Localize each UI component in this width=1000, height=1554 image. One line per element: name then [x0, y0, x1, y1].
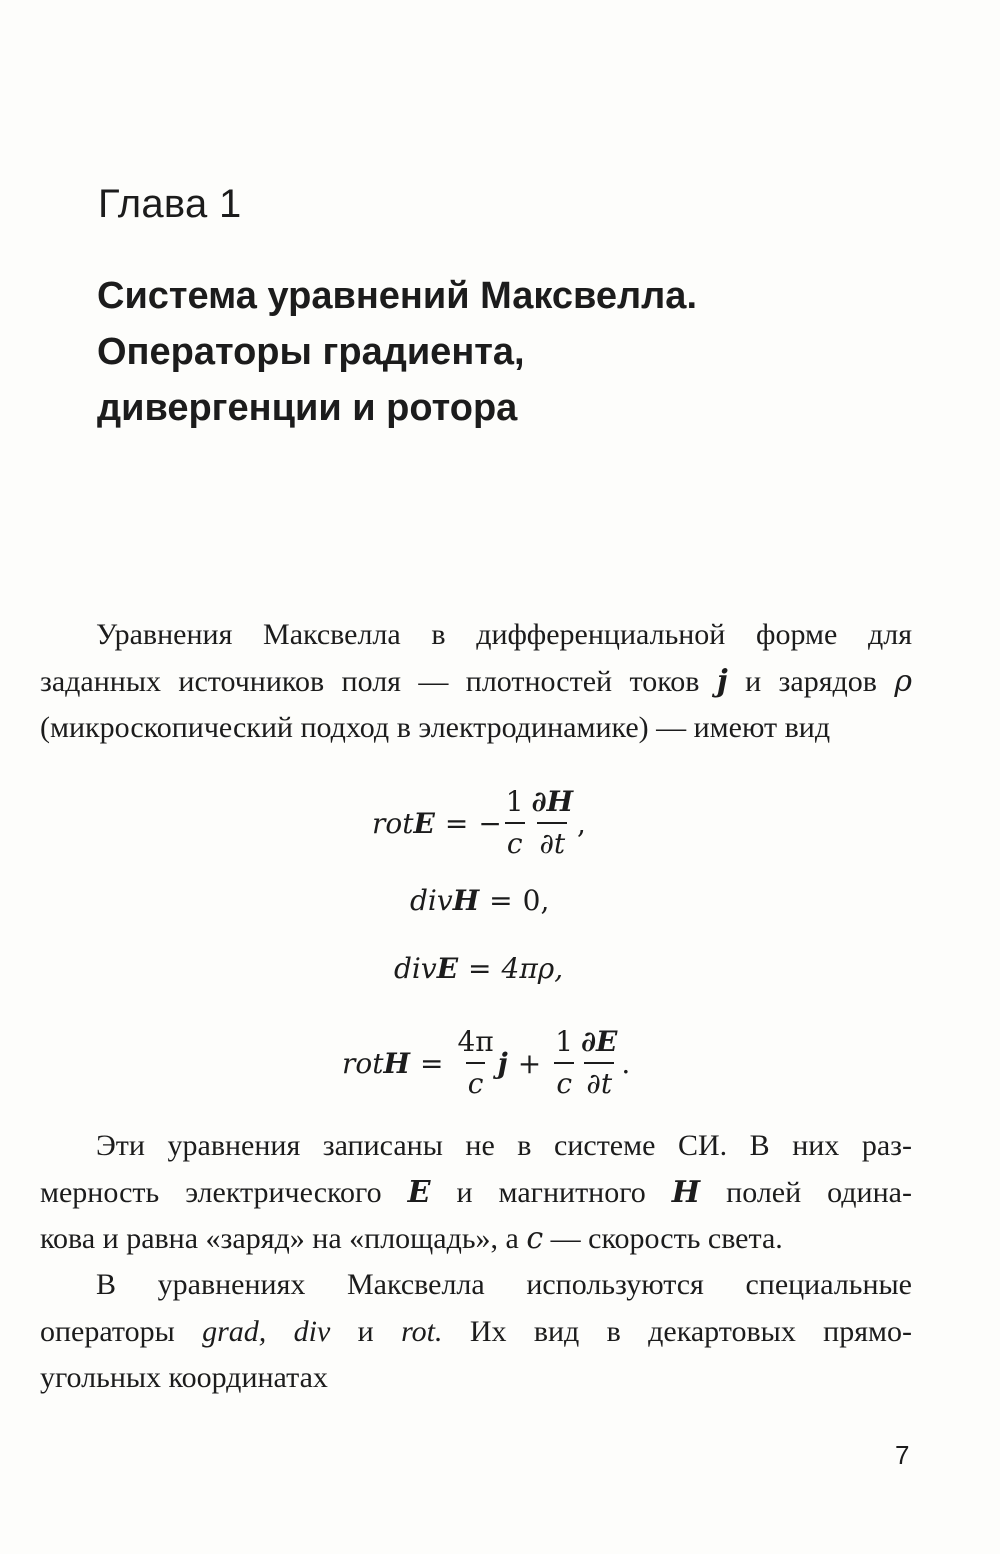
- paragraph-line: Уравнения Максвелла в дифференциальной форме для: [96, 618, 912, 651]
- electric-field-symbol: E: [407, 1175, 431, 1210]
- fraction-numerator: ∂E: [581, 1025, 618, 1058]
- fraction-numerator: 1: [505, 785, 524, 818]
- chapter-label: Глава 1: [98, 182, 242, 226]
- paragraph-line: [40, 1170, 912, 1216]
- paragraph-line: [40, 659, 912, 705]
- equation-rot-h: [342, 1022, 630, 1104]
- punctuation: ,: [577, 806, 586, 840]
- operator-div: div: [293, 1315, 331, 1348]
- text-span: и зарядов: [727, 665, 895, 698]
- equals-sign: =: [444, 806, 469, 840]
- page-number: 7: [895, 1440, 910, 1470]
- charge-density-symbol: ρ: [894, 664, 912, 699]
- paragraph-line: [40, 1309, 912, 1355]
- equation-div-h: [410, 884, 549, 917]
- text-span: Их вид в декартовых прямо-: [442, 1315, 912, 1348]
- equals-sign: =: [419, 1046, 444, 1080]
- chapter-title-line: Операторы градиента,: [97, 331, 525, 373]
- operator-rot: rot.: [401, 1315, 443, 1348]
- fraction: [530, 782, 575, 864]
- text-span: операторы: [40, 1315, 203, 1348]
- operator-grad: grad,: [202, 1315, 267, 1348]
- speed-of-light-symbol: c: [526, 1221, 544, 1256]
- fraction: [579, 1022, 619, 1104]
- text-span: кова и равна «заряд» на «площадь», а: [40, 1222, 527, 1255]
- magnetic-field-symbol: H: [671, 1175, 701, 1210]
- text-span: и: [330, 1315, 402, 1348]
- equation-rhs: 4πρ,: [501, 952, 564, 985]
- text-span: полей одина-: [700, 1176, 912, 1209]
- equals-sign: =: [468, 952, 492, 985]
- minus-sign: −: [478, 806, 502, 840]
- fraction-denominator: c: [505, 822, 525, 864]
- paragraph-line: В уравнениях Максвелла используются специальные: [96, 1268, 912, 1301]
- fraction-numerator: ∂H: [531, 785, 574, 818]
- paragraph-line: (микроскопический подход в электродинамике) — имеют вид: [40, 711, 831, 744]
- operator-text: rot: [342, 1046, 384, 1080]
- variable-text: H: [452, 884, 480, 917]
- chapter-title: [97, 268, 917, 436]
- paragraph-line: [40, 1216, 912, 1262]
- variable-text: E: [413, 806, 435, 840]
- fraction: [553, 1022, 575, 1104]
- equals-sign: =: [489, 884, 513, 917]
- text-span: заданных источников поля — плотностей токов: [40, 665, 717, 698]
- punctuation: .: [621, 1046, 631, 1080]
- equation-div-e: [394, 952, 563, 985]
- paragraph-line: Эти уравнения записаны не в системе СИ. В них раз-: [96, 1129, 912, 1162]
- text-span: мерность электрического: [40, 1176, 408, 1209]
- variable-text: E: [436, 952, 459, 985]
- fraction-numerator: 1: [555, 1025, 574, 1058]
- operator-text: div: [394, 952, 437, 985]
- chapter-title-line: Система уравнений Максвелла.: [97, 275, 698, 317]
- variable-text: H: [383, 1046, 410, 1080]
- text-span: — скорость света.: [543, 1222, 783, 1255]
- fraction-denominator: c: [554, 1062, 574, 1104]
- fraction: [455, 1022, 495, 1104]
- equation-rot-e: [372, 782, 586, 864]
- fraction: [504, 782, 526, 864]
- fraction-numerator: 4π: [457, 1025, 494, 1058]
- variable-text: j: [497, 1046, 508, 1080]
- fraction-denominator: ∂t: [584, 1062, 614, 1104]
- operator-text: div: [410, 884, 453, 917]
- plus-sign: +: [517, 1046, 542, 1080]
- current-density-symbol: j: [716, 664, 728, 699]
- paragraph-line: угольных координатах: [40, 1361, 328, 1394]
- fraction-denominator: ∂t: [537, 822, 567, 864]
- text-span: и магнитного: [430, 1176, 672, 1209]
- chapter-title-line: дивергенции и ротора: [97, 387, 518, 429]
- equation-rhs: 0,: [522, 884, 550, 917]
- fraction-denominator: c: [466, 1062, 486, 1104]
- operator-text: rot: [372, 806, 414, 840]
